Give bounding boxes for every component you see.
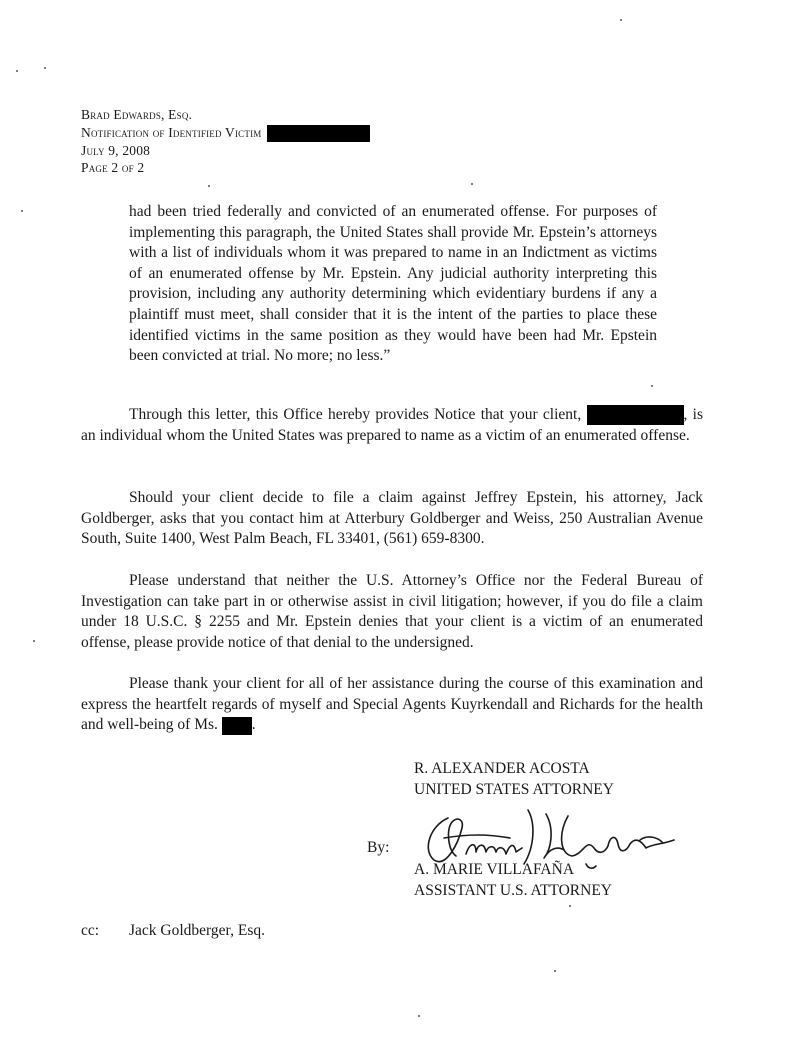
paragraph-text: Please thank your client for all of her assistance during the course of this examination and express the heartfelt regards of myself and Special Agents Kuyrkendall and Richards for the health and well-being of Ms. [81,675,703,734]
paragraph-notice [81,405,703,446]
scan-speck [33,640,35,642]
paragraph-civil-litigation [81,571,703,653]
paragraph-text: Please understand that neither the U.S. Attorney’s Office nor the Federal Bureau of Investigation can take part in or otherwise assist in civil litigation; however, if you do file a claim under 18 U.S.C. § 2255 and Mr. Epstein denies that your client is a victim of an enumerated offense, please provide notice of that denial to the undersigned. [81,572,703,651]
paragraph-thanks [81,674,703,736]
paragraph-text: Should your client decide to file a claim against Jeffrey Epstein, his attorney, Jack Goldberger, asks that you contact him at Atterbury Goldberger and Weiss, 250 Australian Avenue South, Suite 1400, West Palm Beach, FL 33401, (561) 659-8300. [81,489,703,548]
scan-speck [418,1015,420,1017]
paragraph-text: . [251,716,256,734]
scan-speck [620,19,622,21]
header-subject-line [81,124,370,142]
signer-block [414,860,612,901]
attorney-name: R. ALEXANDER ACOSTA [414,760,590,777]
redaction-box [267,125,370,142]
scan-speck [569,905,571,907]
scan-speck [471,183,473,185]
cc-label: cc: [81,922,100,939]
paragraph-text: , is an individual whom the United States was prepared to name as a victim of an enumerated offense. [81,406,704,444]
redaction-box [587,405,684,425]
scan-speck [554,970,556,972]
by-label: By: [367,839,390,856]
signature-block [414,758,614,800]
attorney-title: UNITED STATES ATTORNEY [414,781,614,798]
signer-name: A. MARIE VILLAFAÑA [414,861,575,878]
redaction-box [222,717,252,735]
cc-line [81,922,265,940]
paragraph-text: Through this letter, this Office hereby provides Notice that your client, [129,406,582,423]
header-date: July 9, 2008 [81,142,151,158]
header-subject: Notification of Identified Victim [81,124,262,140]
scan-speck [16,70,18,72]
block-quote: had been tried federally and convicted of an enumerated offense. For purposes of implementing this paragraph, the United States shall provide Mr. Epstein’s attorneys with a list of individuals whom it was prepared to name in an Indictment as victims of an enumerated offense by Mr. Epstein. Any judicial authority interpreting this provision, including any authority determining which evidentiary burdens if any a plaintiff must meet, shall consider that it is the intent of the parties to place these identified victims in the same position as they would have been had Mr. Epstein been convicted at trial. No more; no less.” [129,203,657,365]
scan-speck [44,67,46,69]
cc-recipient: Jack Goldberger, Esq. [129,922,265,939]
header-page: Page 2 of 2 [81,160,145,176]
scan-speck [208,185,210,187]
letter-header [81,106,370,177]
signer-title: ASSISTANT U.S. ATTORNEY [414,881,612,899]
paragraph-contact [81,488,703,550]
header-recipient: Brad Edwards, Esq. [81,107,193,122]
scan-speck [651,385,653,387]
scan-speck [21,210,23,212]
